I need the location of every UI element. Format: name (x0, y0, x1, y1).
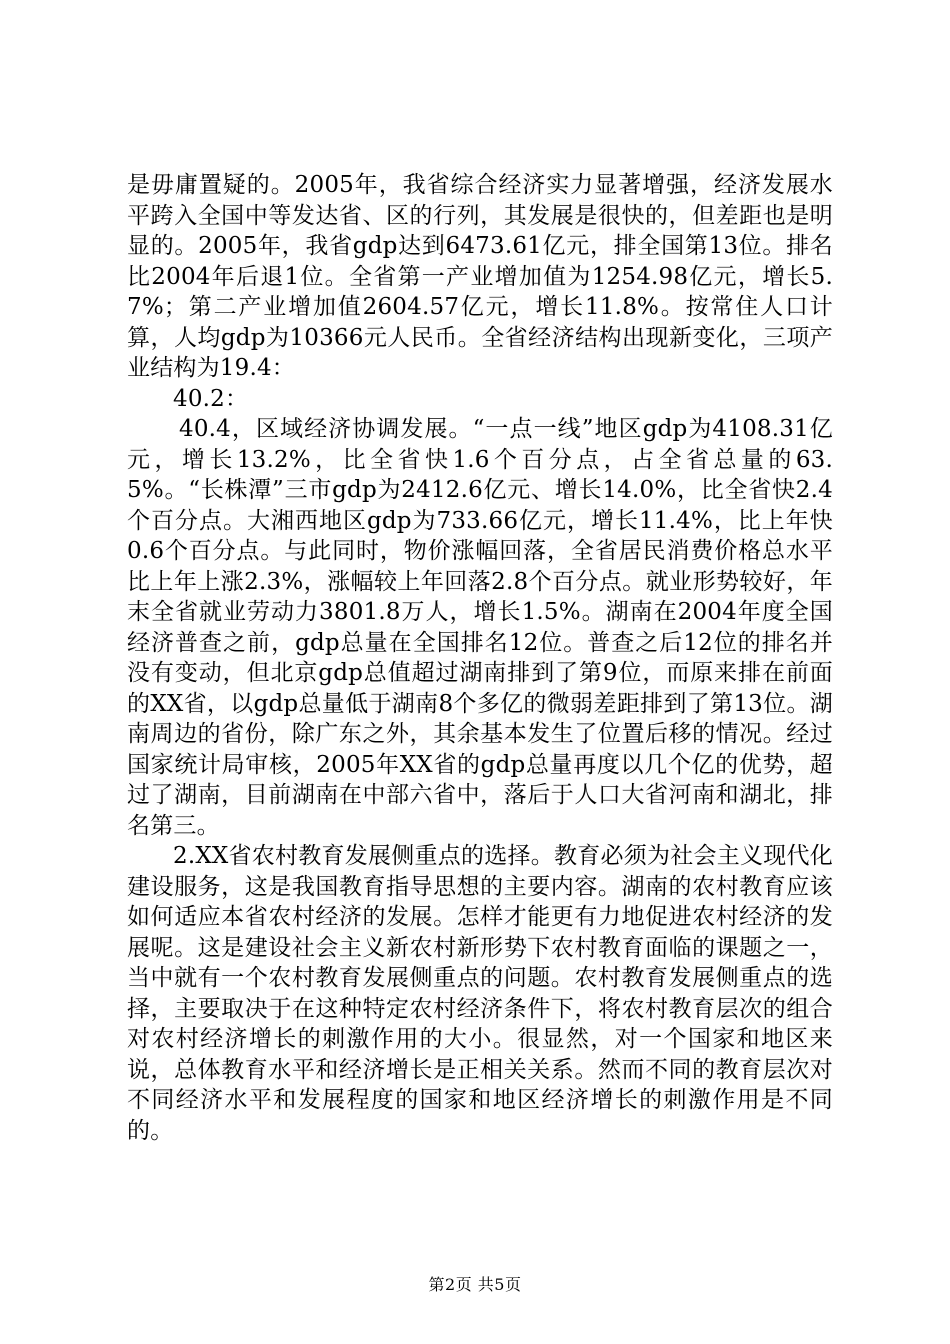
page-number-footer: 第2页 共5页 (428, 1275, 522, 1294)
paragraph-ratio-fragment: 40.2： (173, 385, 249, 412)
paragraph-continuation: 是毋庸置疑的。2005年，我省综合经济实力显著增强，经济发展水平跨入全国中等发达省、区的行列，其发展是很快的，但差距也是明显的。2005年，我省gdp达到6473.61亿元，排全国第13位。排名比2004年后退1位。全省第一产业增加值为1254.98亿元，增长5.7%；第二产业增加值2604.57亿元，增长11.8%。按常住人口计算，人均gdp为10366元人民币。全省经济结构出现新变化，三项产业结构为19.4： (127, 172, 833, 381)
paragraph-rural-education: 2.XX省农村教育发展侧重点的选择。教育必须为社会主义现代化建设服务，这是我国教育指导思想的主要内容。湖南的农村教育应该如何适应本省农村经济的发展。怎样才能更有力地促进农村经济的发展呢。这是建设社会主义新农村新形势下农村教育面临的课题之一，当中就有一个农村教育发展侧重点的问题。农村教育发展侧重点的选择，主要取决于在这种特定农村经济条件下，将农村教育层次的组合对农村经济增长的刺激作用的大小。很显然，对一个国家和地区来说，总体教育水平和经济增长是正相关关系。然而不同的教育层次对不同经济水平和发展程度的国家和地区经济增长的刺激作用是不同的。 (127, 843, 833, 1144)
document-body (127, 170, 833, 1146)
paragraph-regional-economy: 40.4，区域经济协调发展。“一点一线”地区gdp为4108.31亿元，增长13.2%，比全省快1.6个百分点，占全省总量的63.5%。“长株潭”三市gdp为2412.6亿元、增长14.0%，比全省快2.4个百分点。大湘西地区gdp为733.66亿元，增长11.4%，比上年快0.6个百分点。与此同时，物价涨幅回落，全省居民消费价格总水平比上年上涨2.3%，涨幅较上年回落2.8个百分点。就业形势较好，年末全省就业劳动力3801.8万人，增长1.5%。湖南在2004年度全国经济普查之前，gdp总量在全国排名12位。普查之后12位的排名并没有变动，但北京gdp总值超过湖南排到了第9位，而原来排在前面的XX省，以gdp总量低于湖南8个多亿的微弱差距排到了第13位。湖南周边的省份，除广东之外，其余基本发生了位置后移的情况。经过国家统计局审核，2005年XX省的gdp总量再度以几个亿的优势，超过了湖南，目前湖南在中部六省中，落后于人口大省河南和湖北，排名第三。 (127, 416, 833, 839)
